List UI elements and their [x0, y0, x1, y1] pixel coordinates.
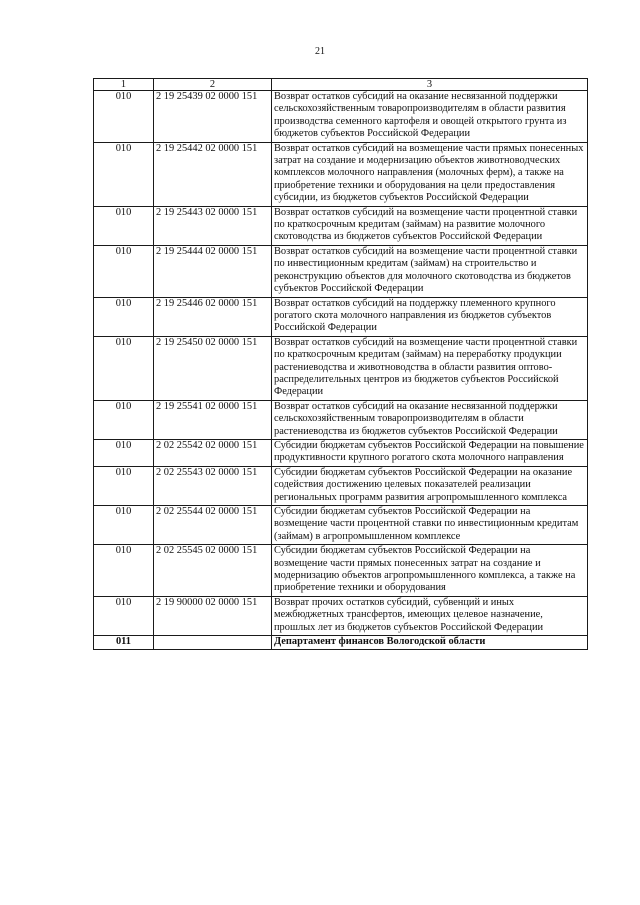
revenue-name-cell: Возврат прочих остатков субсидий, субвенций и иных межбюджетных трансфертов, имеющих целевое назначение, прошлых лет из бюджетов субъектов Российской Федерации	[272, 596, 588, 635]
revenue-code-cell: 2 19 25442 02 0000 151	[154, 142, 272, 206]
table-row	[94, 506, 588, 545]
revenue-name-cell: Возврат остатков субсидий на оказание несвязанной поддержки сельскохозяйственным товаропроизводителям в области развития производства семенного картофеля и овощей открытого грунта из бюджетов субъектов Российской Федерации	[272, 91, 588, 143]
revenue-code-cell: 2 02 25543 02 0000 151	[154, 466, 272, 505]
table-row	[94, 206, 588, 245]
revenue-code-cell: 2 19 25444 02 0000 151	[154, 245, 272, 297]
table-row	[94, 245, 588, 297]
revenue-code-cell: 2 19 90000 02 0000 151	[154, 596, 272, 635]
revenue-name-cell: Субсидии бюджетам субъектов Российской Федерации на повышение продуктивности крупного рогатого скота молочного направления	[272, 439, 588, 466]
revenue-name-cell: Возврат остатков субсидий на возмещение части процентной ставки по инвестиционным кредитам (займам) на строительство и реконструкцию объектов для молочного скотоводства из бюджетов субъектов Российской Федерации	[272, 245, 588, 297]
table-header-row	[94, 79, 588, 91]
admin-code-cell: 010	[94, 439, 154, 466]
revenue-code-cell: 2 19 25443 02 0000 151	[154, 206, 272, 245]
table-body	[94, 91, 588, 650]
column-header-3: 3	[272, 79, 588, 91]
table-row	[94, 91, 588, 143]
column-header-2: 2	[154, 79, 272, 91]
revenue-name-cell: Субсидии бюджетам субъектов Российской Федерации на возмещение части прямых понесенных затрат на создание и модернизацию объектов агропромышленного комплекса, а также на приобретение техники и оборудования	[272, 545, 588, 597]
revenue-code-cell: 2 19 25446 02 0000 151	[154, 297, 272, 336]
table-row	[94, 466, 588, 505]
revenue-name-cell: Возврат остатков субсидий на возмещение части процентной ставки по краткосрочным кредитам (займам) на развитие молочного скотоводства из бюджетов субъектов Российской Федерации	[272, 206, 588, 245]
revenue-name-cell: Субсидии бюджетам субъектов Российской Федерации на оказание содействия достижению целевых показателей реализации региональных программ развития агропромышленного комплекса	[272, 466, 588, 505]
table-row	[94, 636, 588, 650]
column-header-1: 1	[94, 79, 154, 91]
table-row	[94, 142, 588, 206]
revenue-code-cell: 2 02 25544 02 0000 151	[154, 506, 272, 545]
page-number: 21	[315, 46, 325, 57]
table-row	[94, 297, 588, 336]
admin-code-cell: 010	[94, 506, 154, 545]
admin-code-cell: 010	[94, 336, 154, 400]
admin-code-cell: 010	[94, 142, 154, 206]
revenue-name-cell: Возврат остатков субсидий на возмещение части процентной ставки по краткосрочным кредитам (займам) на переработку продукции растениеводства и животноводства в области развития оптово-распределительных центров из бюджетов субъектов Российской Федерации	[272, 336, 588, 400]
revenue-code-cell	[154, 636, 272, 650]
revenue-name-cell: Субсидии бюджетам субъектов Российской Федерации на возмещение части процентной ставки по инвестиционным кредитам (займам) в агропромышленном комплексе	[272, 506, 588, 545]
admin-code-cell: 010	[94, 297, 154, 336]
revenue-code-cell: 2 02 25545 02 0000 151	[154, 545, 272, 597]
revenue-name-cell: Возврат остатков субсидий на оказание несвязанной поддержки сельскохозяйственным товаропроизводителям в области растениеводства из бюджетов субъектов Российской Федерации	[272, 400, 588, 439]
table-row	[94, 439, 588, 466]
revenue-name-cell: Возврат остатков субсидий на возмещение части прямых понесенных затрат на создание и модернизацию объектов животноводческих комплексов молочного направления (молочных ферм), а также на приобретение техники и оборудования на цели предоставления субсидии, из бюджетов субъектов Российской Федерации	[272, 142, 588, 206]
revenue-code-cell: 2 02 25542 02 0000 151	[154, 439, 272, 466]
admin-code-cell: 011	[94, 636, 154, 650]
admin-code-cell: 010	[94, 400, 154, 439]
revenue-code-cell: 2 19 25450 02 0000 151	[154, 336, 272, 400]
admin-code-cell: 010	[94, 206, 154, 245]
table-row	[94, 400, 588, 439]
table-row	[94, 545, 588, 597]
table-row	[94, 336, 588, 400]
table-row	[94, 596, 588, 635]
admin-code-cell: 010	[94, 545, 154, 597]
revenue-classification-table	[93, 78, 588, 650]
revenue-code-cell: 2 19 25439 02 0000 151	[154, 91, 272, 143]
revenue-name-cell: Возврат остатков субсидий на поддержку племенного крупного рогатого скота молочного направления из бюджетов субъектов Российской Федерации	[272, 297, 588, 336]
revenue-name-cell: Департамент финансов Вологодской области	[272, 636, 588, 650]
admin-code-cell: 010	[94, 91, 154, 143]
admin-code-cell: 010	[94, 466, 154, 505]
admin-code-cell: 010	[94, 245, 154, 297]
revenue-code-cell: 2 19 25541 02 0000 151	[154, 400, 272, 439]
admin-code-cell: 010	[94, 596, 154, 635]
